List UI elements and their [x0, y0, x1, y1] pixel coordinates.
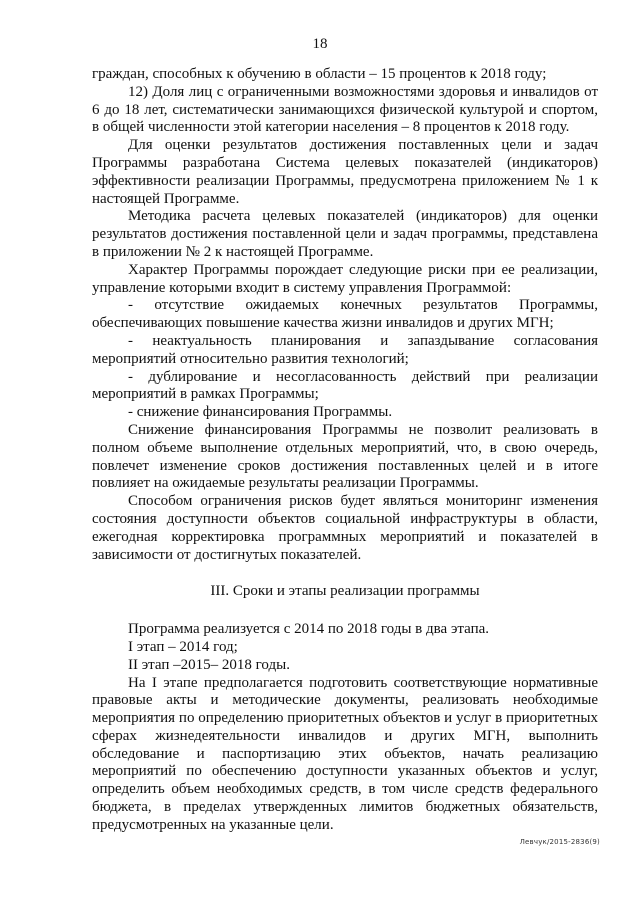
- risk-list-item: - неактуальность планирования и запаздывание согласования мероприятий относительно развития технологий;: [92, 332, 598, 367]
- paragraph: Снижение финансирования Программы не позволит реализовать в полном объеме выполнение отдельных мероприятий, что, в свою очередь, повлечет изменение сроков достижения поставленных целей и в итоге повлияет на ожидаемые результаты реализации Программы.: [92, 421, 598, 492]
- risk-list-item: - дублирование и несогласованность действий при реализации мероприятий в рамках Программы;: [92, 368, 598, 403]
- risk-list-item: - снижение финансирования Программы.: [128, 404, 393, 421]
- paragraph: Методика расчета целевых показателей (индикаторов) для оценки результатов достижения поставленной цели и задач программы, представлена в приложении № 2 к настоящей Программе.: [92, 208, 598, 260]
- paragraph: граждан, способных к обучению в области – 15 процентов к 2018 году;: [92, 66, 547, 82]
- stage-2: II этап –2015– 2018 годы.: [128, 656, 290, 673]
- document-body: [92, 66, 598, 835]
- page-number: 18: [312, 36, 328, 52]
- stages-intro: Программа реализуется с 2014 по 2018 годы в два этапа.: [128, 621, 490, 638]
- paragraph: Характер Программы порождает следующие риски при ее реализации, управление которыми входит в систему управления Программой:: [92, 261, 598, 296]
- paragraph: 12) Доля лиц с ограниченными возможностями здоровья и инвалидов от 6 до 18 лет, систематически занимающихся физической культурой и спортом, в общей численности этой категории населения – 8 процентов к 2018 году.: [92, 83, 598, 136]
- paragraph: Способом ограничения рисков будет являться мониторинг изменения состояния доступности объектов социальной инфраструктуры в области, ежегодная корректировка программных мероприятий и показателей в зависимости от достигнутых показателей.: [92, 493, 598, 563]
- risk-list-item: - отсутствие ожидаемых конечных результатов Программы, обеспечивающих повышение качества жизни инвалидов и других МГН;: [92, 297, 598, 332]
- paragraph: На I этапе предполагается подготовить соответствующие нормативные правовые акты и методические документы, реализовать необходимые мероприятия по определению приоритетных объектов и услуг в приоритетных сферах жизнедеятельности инвалидов и других МГН, выполнить обследование и паспортизацию этих объектов, начать реализацию мероприятий по обеспечению доступности указанных объектов и услуг, определить объем необходимых средств, в том числе средств федерального бюджета, в пределах утвержденных лимитов бюджетных обязательств, предусмотренных на указанные цели.: [92, 674, 598, 833]
- document-code: Левчук/2015-2836(9): [519, 838, 600, 846]
- section-heading: III. Сроки и этапы реализации программы: [210, 583, 480, 600]
- paragraph: Для оценки результатов достижения поставленных цели и задач Программы разработана Система целевых показателей (индикаторов) эффективности реализации Программы, предусмотрена приложением № 1 к настоящей Программе.: [92, 137, 598, 207]
- stage-1: I этап – 2014 год;: [128, 638, 238, 655]
